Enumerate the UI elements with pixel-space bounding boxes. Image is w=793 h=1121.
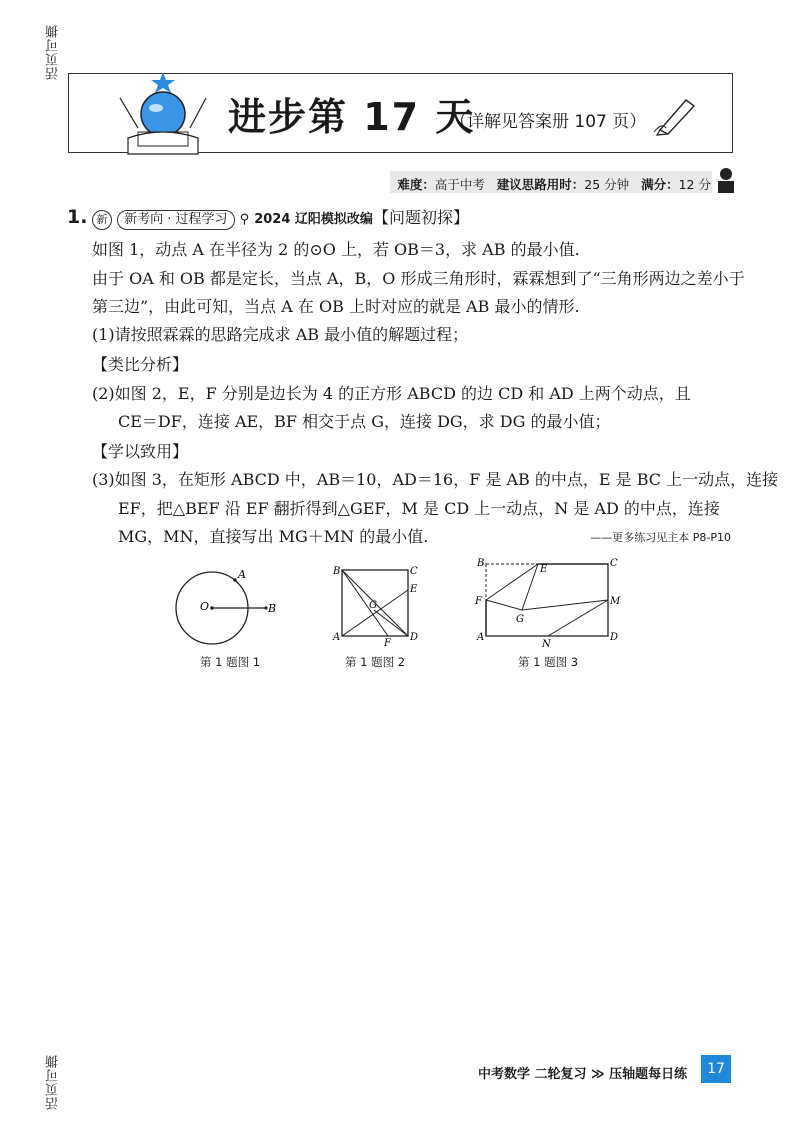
figure-2: [330, 560, 430, 650]
side-brand-text: 活页可撕: [46, 24, 61, 80]
question-3-line-2: EF，把△BEF 沿 EF 翻折得到△GEF，M 是 CD 上一动点，N 是 AD 的中点，连接: [118, 499, 720, 518]
side-brand-top: [44, 10, 66, 80]
fig3-label-M: M: [610, 596, 621, 607]
fig1-label-B: B: [268, 602, 277, 615]
fig3-label-E: E: [540, 564, 548, 575]
fig1-label-O: O: [200, 600, 210, 613]
figure-2-caption: 第 1 题图 2: [345, 655, 406, 669]
fig3-label-N: N: [542, 639, 551, 650]
more-practice-note: ——更多练习见主本 P8-P10: [590, 531, 731, 544]
question-1: (1)请按照霖霖的思路完成求 AB 最小值的解题过程；: [92, 325, 469, 344]
meta-info: [397, 175, 711, 193]
score-label: 满分：: [641, 177, 679, 192]
question-2-line-2: CE＝DF，连接 AE，BF 相交于点 G，连接 DG，求 DG 的最小值；: [118, 412, 611, 431]
fig3-label-F: F: [475, 596, 482, 607]
source-label: 2024 辽阳模拟改编: [254, 212, 373, 227]
paragraph-2: 由于 OA 和 OB 都是定长，当点 A，B，O 形成三角形时，霖霖想到了“三角形两边之差小于: [92, 269, 745, 288]
fig2-label-E: E: [410, 584, 418, 595]
problem-header: [92, 208, 469, 230]
figure-1-caption: 第 1 题图 1: [200, 655, 261, 669]
fig2-label-C: C: [410, 566, 418, 577]
side-brand-text: 活页可撕: [46, 1054, 61, 1110]
problem-number: 1.: [67, 206, 88, 228]
time-value: 25 分钟: [584, 177, 630, 192]
pen-icon: [652, 92, 702, 136]
fig2-label-D: D: [410, 632, 419, 643]
section-heading-1: 【问题初探】: [372, 208, 469, 227]
tag-label: 新考向 · 过程学习: [117, 210, 234, 230]
difficulty-value: 高于中考: [434, 177, 485, 192]
difficulty-label: 难度：: [397, 177, 435, 192]
page-number: 17: [701, 1055, 731, 1083]
page-title: 进步第 17 天: [228, 95, 476, 139]
footer-series-title: 中考数学 二轮复习 ≫ 压轴题每日练: [478, 1067, 688, 1082]
paragraph-1: 如图 1，动点 A 在半径为 2 的⊙O 上，若 OB＝3，求 AB 的最小值.: [92, 240, 580, 259]
astronaut-illustration: [108, 68, 223, 156]
question-3-line-1: (3)如图 3，在矩形 ABCD 中，AB＝10，AD＝16，F 是 AB 的中点，E 是 BC 上一动点，连接: [92, 470, 779, 489]
question-3-line-3: MG，MN，直接写出 MG＋MN 的最小值.: [118, 527, 429, 546]
location-icon: ⚲: [239, 212, 250, 227]
fig3-label-C: C: [610, 558, 618, 569]
side-brand-bottom: [44, 1040, 66, 1110]
bomb-icon: [714, 165, 738, 195]
fig2-label-B: B: [333, 566, 341, 577]
figure-1: [170, 564, 280, 654]
question-2-line-1: (2)如图 2，E，F 分别是边长为 4 的正方形 ABCD 的边 CD 和 AD 上两个动点，且: [92, 384, 691, 403]
time-label: 建议思路用时：: [496, 177, 585, 192]
new-badge: 新: [92, 210, 112, 230]
figure-3: [472, 552, 632, 652]
fig2-label-F: F: [384, 638, 391, 649]
section-heading-2: 【类比分析】: [92, 355, 189, 374]
fig3-label-G: G: [516, 614, 524, 625]
section-heading-3: 【学以致用】: [92, 442, 189, 461]
fig2-label-A: A: [333, 632, 341, 643]
fig3-label-A: A: [477, 632, 485, 643]
fig1-label-A: A: [238, 568, 246, 581]
fig3-label-B: B: [477, 558, 485, 569]
score-value: 12 分: [678, 177, 711, 192]
paragraph-3: 第三边”，由此可知，当点 A 在 OB 上时对应的就是 AB 最小的情形.: [92, 297, 580, 316]
figure-3-caption: 第 1 题图 3: [518, 655, 579, 669]
page-subtitle: （详解见答案册 107 页）: [450, 112, 647, 132]
fig3-label-D: D: [610, 632, 619, 643]
fig2-label-G: G: [369, 600, 377, 611]
